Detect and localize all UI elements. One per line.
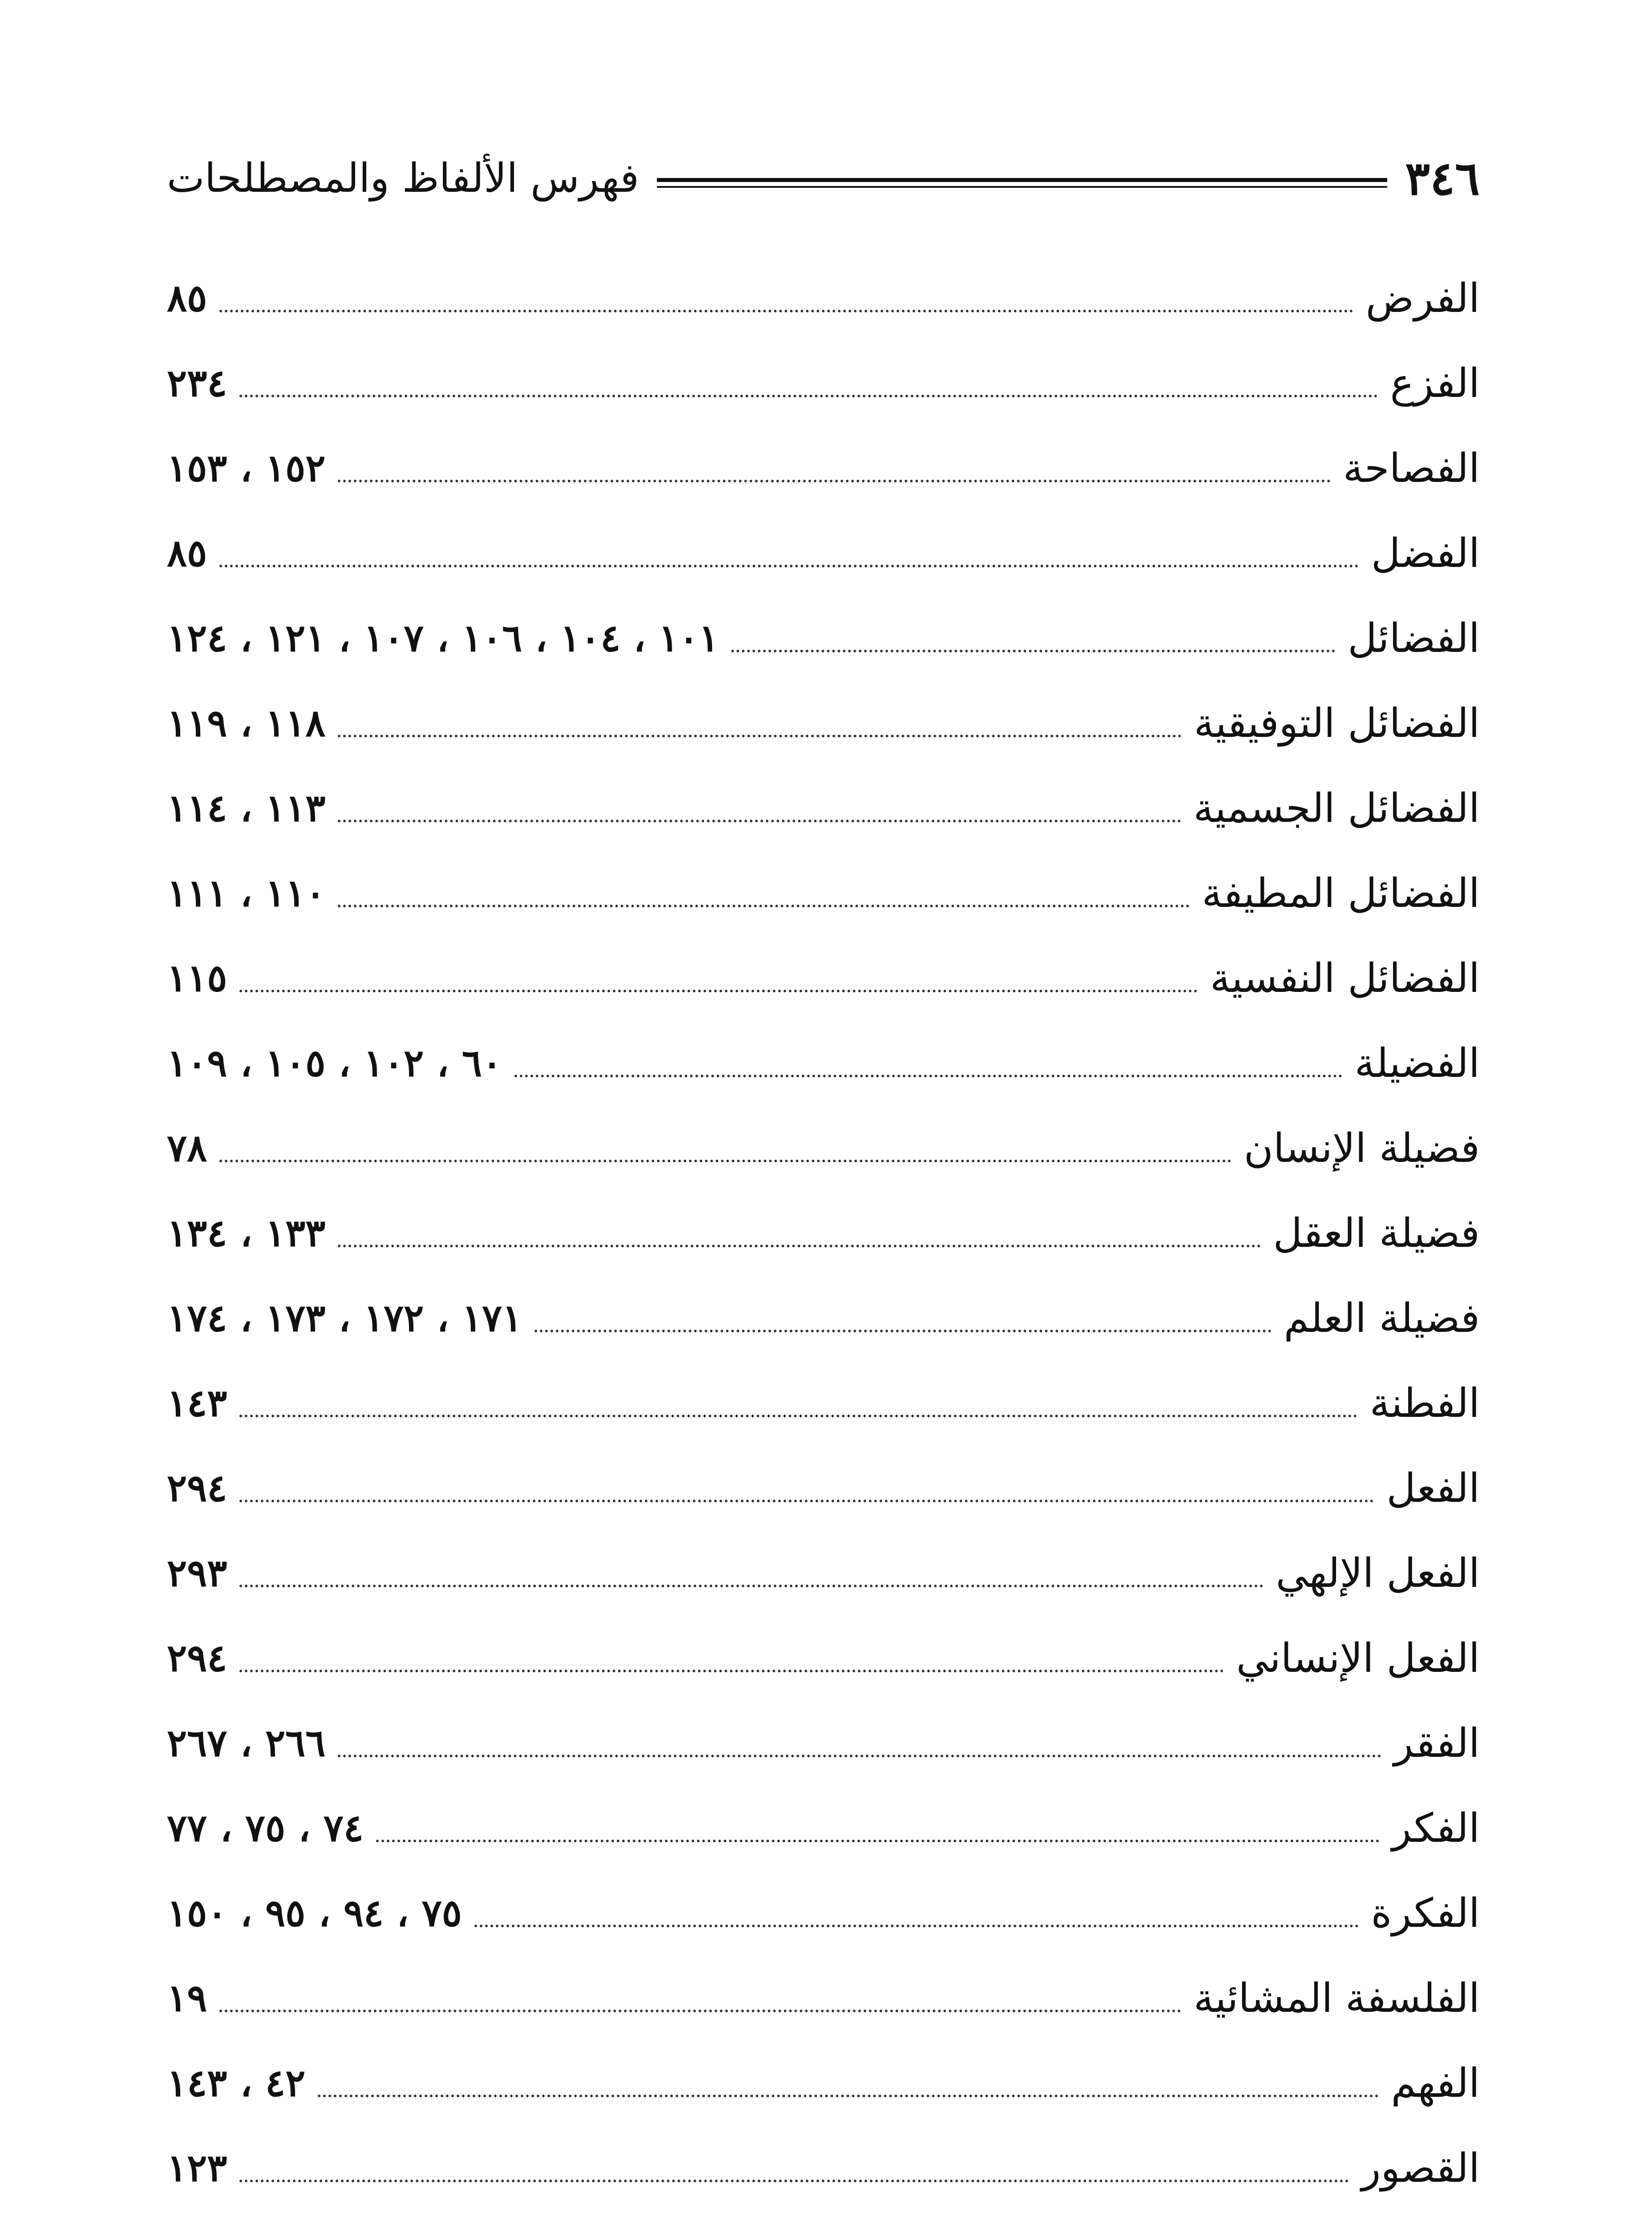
index-page-numbers: ١١٨ ، ١١٩ — [167, 701, 326, 745]
index-term: الفعل — [1386, 1464, 1480, 1512]
dot-leader — [731, 650, 1335, 652]
dot-leader — [338, 905, 1189, 907]
index-entry — [167, 596, 1480, 681]
index-page-numbers: ١١٥ — [167, 956, 227, 1000]
index-entry — [167, 1106, 1480, 1191]
index-page-numbers: ٧٨ — [167, 1126, 207, 1170]
index-entry — [167, 256, 1480, 341]
index-entry — [167, 426, 1480, 511]
index-term: الفطنة — [1369, 1380, 1480, 1427]
dot-leader — [219, 310, 1353, 312]
index-entry — [167, 1021, 1480, 1106]
dot-leader — [239, 990, 1198, 992]
index-term: الفعل الإلهي — [1275, 1549, 1480, 1597]
index-entry — [167, 1871, 1480, 1956]
header-title: فهرس الألفاظ والمصطلحات — [167, 154, 640, 202]
index-term: الفكرة — [1371, 1889, 1480, 1937]
index-page-numbers: ١١٠ ، ١١١ — [167, 871, 326, 915]
index-term: الفقر — [1393, 1719, 1480, 1767]
dot-leader — [219, 565, 1359, 567]
index-entry — [167, 1531, 1480, 1616]
index-page-numbers: ٨٥ — [167, 276, 207, 320]
index-entry — [167, 851, 1480, 936]
running-header — [167, 147, 1480, 209]
index-page-numbers: ٨٥ — [167, 531, 207, 575]
index-page-numbers: ٧٤ ، ٧٥ ، ٧٧ — [167, 1806, 364, 1850]
index-entry — [167, 2211, 1480, 2225]
dot-leader — [239, 1415, 1357, 1417]
index-term: الفضيلة — [1354, 1040, 1480, 1087]
index-entry — [167, 511, 1480, 596]
dot-leader — [338, 1755, 1381, 1757]
index-entry — [167, 2041, 1480, 2126]
dot-leader — [338, 1245, 1260, 1247]
index-page-numbers: ١١٣ ، ١١٤ — [167, 786, 326, 830]
index-term: الفكر — [1392, 1804, 1480, 1852]
dot-leader — [219, 1160, 1231, 1162]
index-entry — [167, 1446, 1480, 1531]
index-term: الفصاحة — [1343, 445, 1480, 492]
dot-leader — [534, 1330, 1271, 1332]
dot-leader — [219, 2010, 1181, 2012]
index-term: فضيلة الإنسان — [1243, 1125, 1480, 1172]
index-term: الفضائل التوفيقية — [1194, 700, 1480, 747]
index-term: الفضائل النفسية — [1210, 955, 1480, 1002]
index-page-numbers: ٧٥ ، ٩٤ ، ٩٥ ، ١٥٠ — [167, 1891, 462, 1935]
dot-leader — [239, 2180, 1349, 2182]
index-page-numbers: ١٥٢ ، ١٥٣ — [167, 446, 326, 490]
index-page-numbers: ٢٩٤ — [167, 1636, 227, 1680]
dot-leader — [239, 1585, 1263, 1587]
index-entry — [167, 1616, 1480, 1701]
header-rule — [657, 178, 1387, 182]
index-entry — [167, 2126, 1480, 2211]
dot-leader — [376, 1840, 1380, 1842]
index-entry — [167, 1701, 1480, 1786]
index-term: الفعل الإنساني — [1236, 1634, 1480, 1682]
index-page-numbers: ١٩ — [167, 1976, 207, 2020]
index-page-numbers: ٦٠ ، ١٠٢ ، ١٠٥ ، ١٠٩ — [167, 1041, 502, 1085]
index-entry — [167, 1191, 1480, 1276]
index-page-numbers: ٢٣٤ — [167, 361, 227, 405]
index-page-numbers: ٤٢ ، ١٤٣ — [167, 2061, 306, 2105]
dot-leader — [318, 2095, 1378, 2097]
index-page-numbers: ٢٩٤ — [167, 1466, 227, 1510]
index-entry — [167, 766, 1480, 851]
dot-leader — [514, 1075, 1342, 1077]
index-page-numbers: ٢٦٦ ، ٢٦٧ — [167, 1721, 326, 1765]
index-term: الفهم — [1391, 2059, 1480, 2107]
index-entry — [167, 1956, 1480, 2041]
index-entry — [167, 1361, 1480, 1446]
dot-leader — [239, 1500, 1374, 1502]
dot-leader — [239, 1670, 1223, 1672]
dot-leader — [338, 820, 1181, 822]
index-term: القصور — [1361, 2144, 1480, 2192]
index-term: الفلسفة المشائية — [1193, 1974, 1480, 2022]
index-entry — [167, 1786, 1480, 1871]
index-term: الفزع — [1390, 360, 1480, 407]
dot-leader — [338, 480, 1330, 482]
index-term: الفضائل الجسمية — [1193, 785, 1480, 832]
index-page-numbers: ١٧١ ، ١٧٢ ، ١٧٣ ، ١٧٤ — [167, 1296, 522, 1340]
index-entry — [167, 341, 1480, 426]
index-term: الفضل — [1371, 530, 1480, 577]
dot-leader — [338, 735, 1181, 737]
dot-leader — [474, 1925, 1359, 1927]
index-page-numbers: ١٠١ ، ١٠٤ ، ١٠٦ ، ١٠٧ ، ١٢١ ، ١٢٤ — [167, 616, 719, 660]
index-term: الفرض — [1365, 275, 1480, 322]
index-term: الفضائل — [1348, 615, 1480, 662]
index-term: فضيلة العقل — [1273, 1210, 1480, 1257]
index-entry — [167, 1276, 1480, 1361]
index-entry — [167, 681, 1480, 766]
index-list — [167, 256, 1480, 2225]
index-page-numbers: ١٢٣ — [167, 2146, 227, 2190]
index-page-numbers: ١٣٣ ، ١٣٤ — [167, 1211, 326, 1255]
index-term: فضيلة العلم — [1284, 1295, 1480, 1342]
dot-leader — [239, 395, 1377, 397]
index-page-numbers: ١٤٣ — [167, 1381, 227, 1425]
index-term: الفضائل المطيفة — [1202, 870, 1480, 917]
page-number: ٣٤٦ — [1405, 150, 1480, 206]
index-page-numbers: ٢٩٣ — [167, 1551, 227, 1595]
index-entry — [167, 936, 1480, 1021]
